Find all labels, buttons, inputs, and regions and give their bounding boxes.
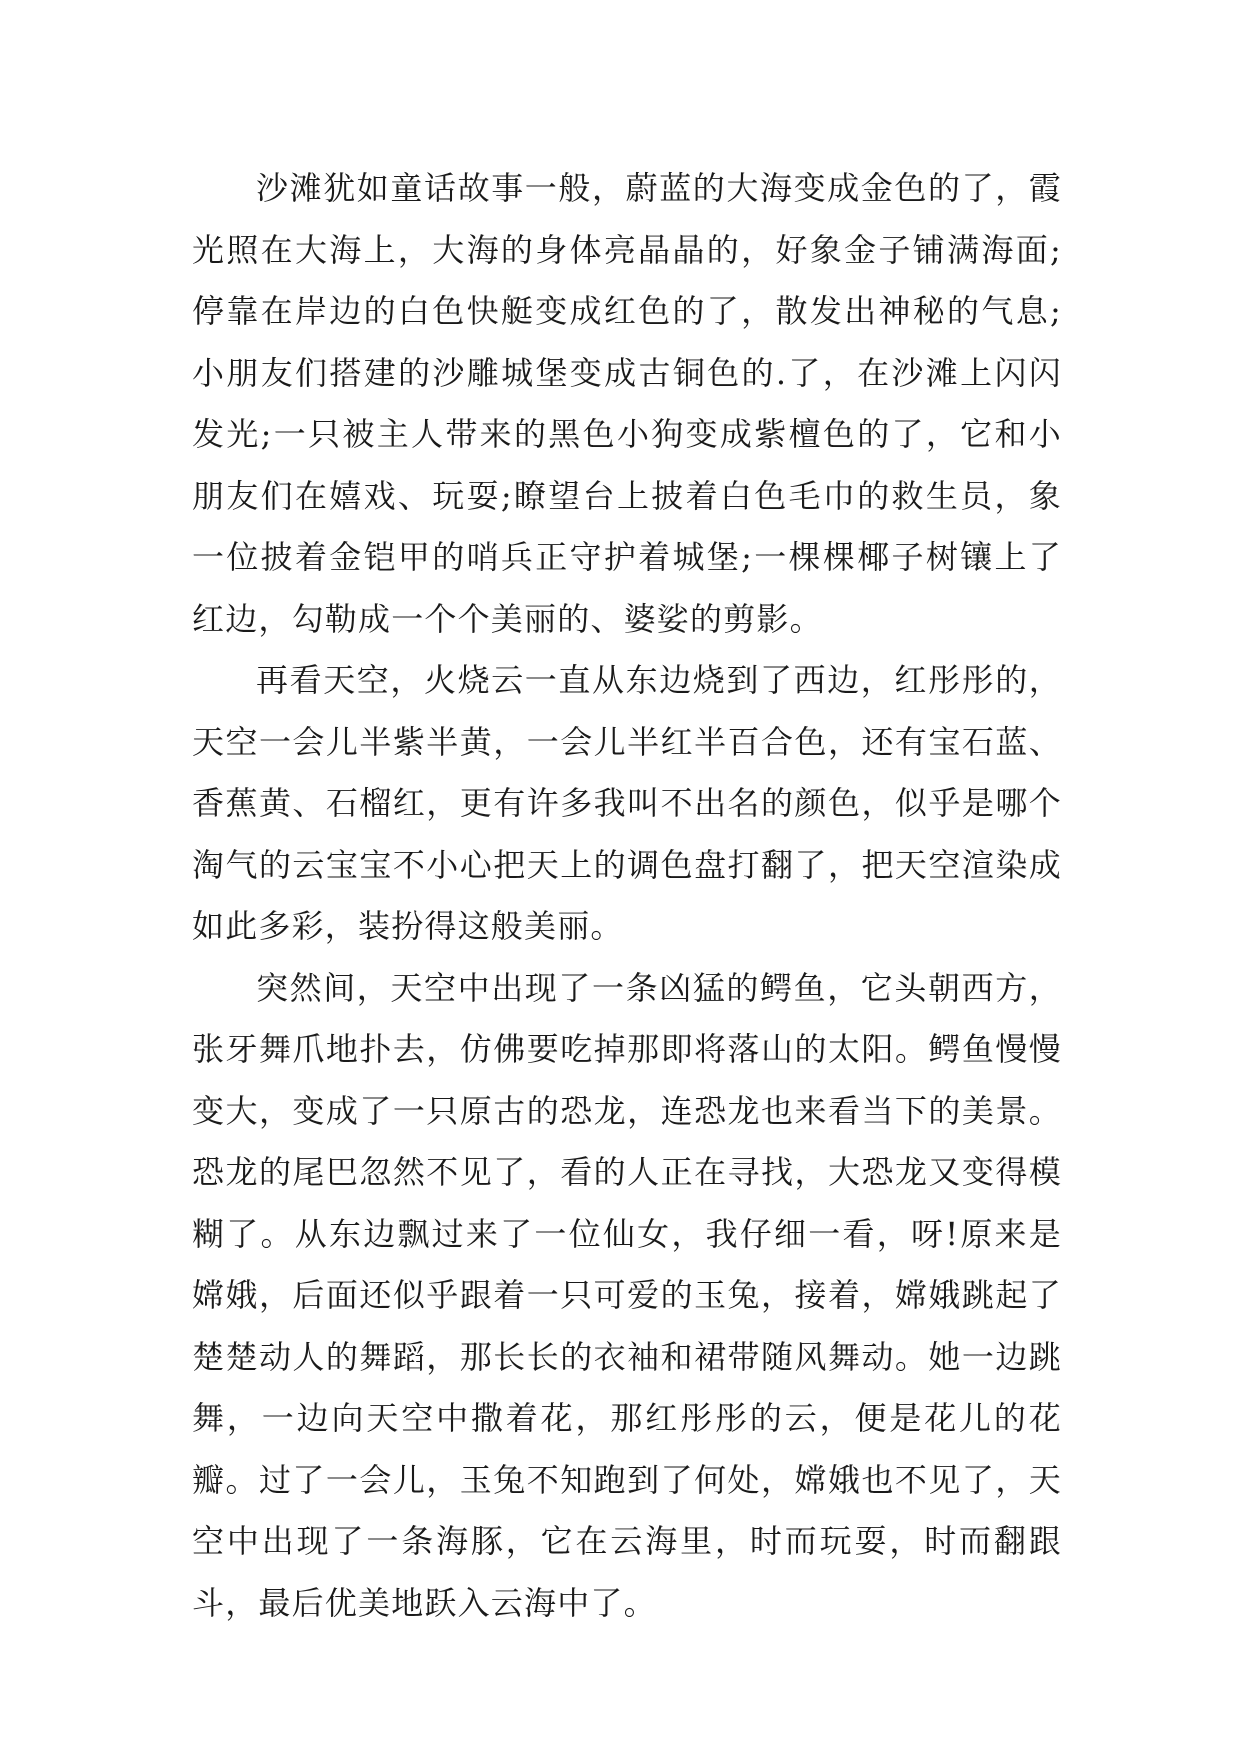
paragraph-2: 再看天空，火烧云一直从东边烧到了西边，红彤彤的，天空一会儿半紫半黄，一会儿半红半百合色，还有宝石蓝、香蕉黄、石榴红，更有许多我叫不出名的颜色，似乎是哪个淘气的云宝宝不小心把天上的调色盘打翻了，把天空渲染成如此多彩，装扮得这般美丽。 <box>192 661 1062 945</box>
paragraph-3: 突然间，天空中出现了一条凶猛的鳄鱼，它头朝西方，张牙舞爪地扑去，仿佛要吃掉那即将落山的太阳。鳄鱼慢慢变大，变成了一只原古的恐龙，连恐龙也来看当下的美景。恐龙的尾巴忽然不见了，看的人正在寻找，大恐龙又变得模糊了。从东边飘过来了一位仙女，我仔细一看，呀!原来是嫦娥，后面还似乎跟着一只可爱的玉兔，接着，嫦娥跳起了楚楚动人的舞蹈，那长长的衣袖和裙带随风舞动。她一边跳舞，一边向天空中撒着花，那红彤彤的云，便是花儿的花瓣。过了一会儿，玉兔不知跑到了何处，嫦娥也不见了，天空中出现了一条海豚，它在云海里，时而玩耍，时而翻跟斗，最后优美地跃入云海中了。 <box>192 968 1062 1622</box>
paragraph-1: 沙滩犹如童话故事一般，蔚蓝的大海变成金色的了，霞光照在大海上，大海的身体亮晶晶的，好象金子铺满海面;停靠在岸边的白色快艇变成红色的了，散发出神秘的气息;小朋友们搭建的沙雕城堡变成古铜色的.了，在沙滩上闪闪发光;一只被主人带来的黑色小狗变成紫檀色的了，它和小朋友们在嬉戏、玩耍;瞭望台上披着白色毛巾的救生员，象一位披着金铠甲的哨兵正守护着城堡;一棵棵椰子树镶上了红边，勾勒成一个个美丽的、婆娑的剪影。 <box>192 169 1062 638</box>
document-body <box>192 158 1062 1634</box>
